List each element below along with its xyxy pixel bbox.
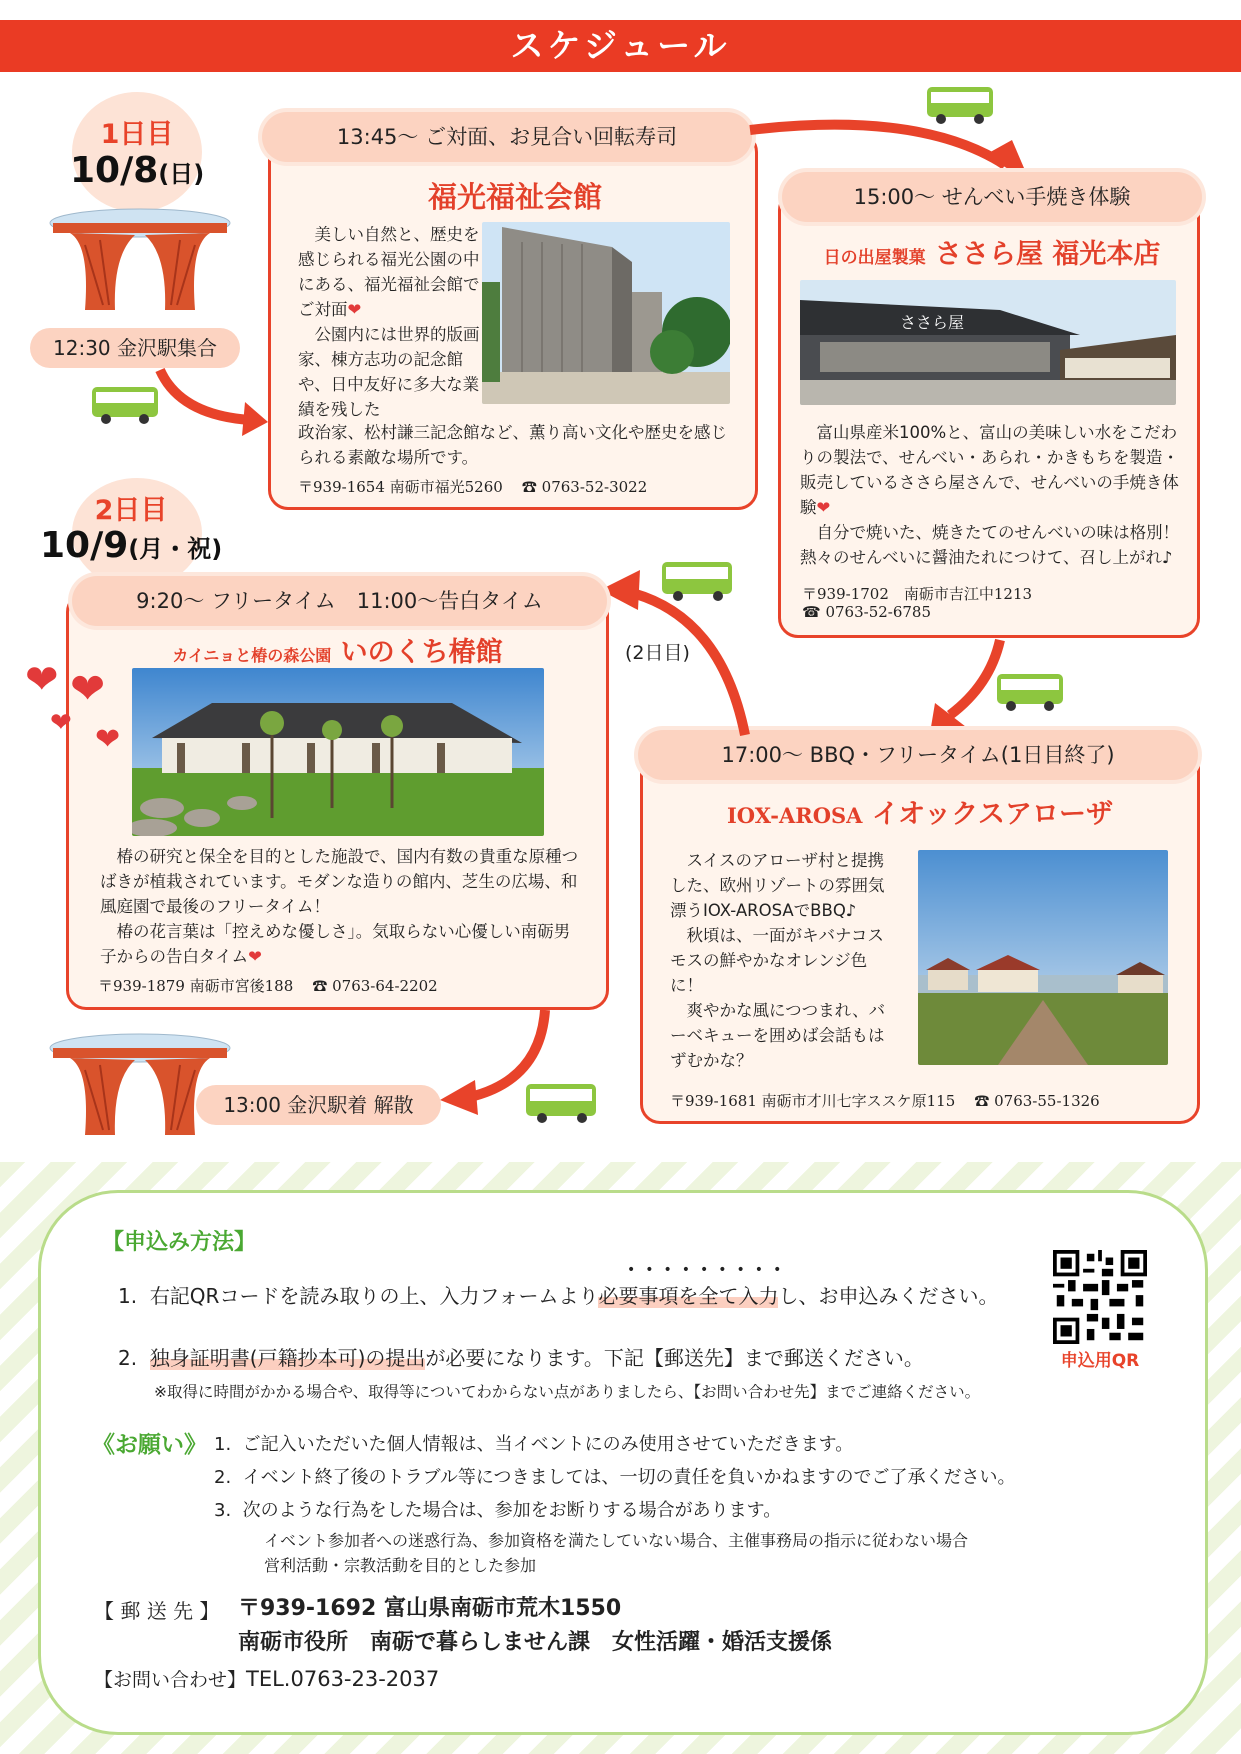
card3-address: 〒939-1681 南砺市才川七字ススケ原115 — [670, 1092, 956, 1110]
heart-icon: ❤ — [70, 664, 106, 713]
welfare-hall-photo — [482, 222, 730, 404]
card1-desc-b: 公園内には世界的版画家、棟方志功の記念館や、日中友好に多大な業績を残した — [298, 325, 480, 419]
request-item: 1. ご記入いただいた個人情報は、当イベントにのみ使用させていただきます。 — [214, 1434, 854, 1455]
card4-place-small: カイニョと椿の森公園 — [172, 646, 332, 665]
card2-desc-b: 自分で焼いた、焼きたてのせんべいの味は格別！熱々のせんべいに醤油たれにつけて、召し上がれ♪ — [800, 523, 1180, 567]
card1-tel: ☎ 0763-52-3022 — [521, 478, 648, 496]
card4-place-name: いのくち椿館 — [340, 637, 503, 668]
card2-desc: 富山県産米100%と、富山の美味しい水をこだわりの製法で、せんべい・あられ・かきもちを製造・販売しているささら屋さんで、せんべいの手焼き体験 — [800, 423, 1179, 517]
bus-icon — [524, 1082, 600, 1128]
qr-label: 申込用QR — [1060, 1351, 1140, 1371]
day2-label: 2日目 — [94, 495, 168, 526]
apply-item-1: 1. 右記QRコードを読み取りの上、入力フォームより必要事項を全て入力し、お申込みください。 — [118, 1284, 999, 1308]
card2-place-small: 日の出屋製菓 — [823, 248, 926, 268]
tsubaki-hall-photo — [132, 668, 544, 836]
card4-place — [66, 630, 609, 669]
heart-icon: ❤ — [95, 722, 121, 757]
card3-tel: ☎ 0763-55-1326 — [974, 1092, 1100, 1110]
card3-desc-a: スイスのアローザ村と提携した、欧州リゾートの雰囲気漂うIOX-AROSAでBBQ♪ — [670, 851, 885, 920]
heart-icon: ❤ — [816, 498, 831, 517]
day1-date: 10/8(日) — [70, 150, 205, 191]
sasaraya-photo — [800, 280, 1176, 405]
day1-meet-label: 12:30 金沢駅集合 — [30, 328, 240, 368]
requests-list — [214, 1428, 1094, 1527]
request-item: 3. 次のような行為をした場合は、参加をお断りする場合があります。 — [214, 1500, 782, 1521]
card2-tel: ☎ 0763-52-6785 — [802, 603, 932, 621]
card3-place-small: IOX-AROSA — [726, 803, 863, 828]
day1-label: 1日目 — [100, 119, 174, 150]
card1-place: 福光福祉会館 — [427, 180, 602, 214]
heart-icon: ❤ — [50, 708, 72, 738]
apply-item-2: 2. 独身証明書(戸籍抄本可)の提出が必要になります。下記【郵送先】まで郵送ください。 — [118, 1346, 924, 1370]
card4-address: 〒939-1879 南砺市宮後188 — [98, 977, 294, 995]
emphasis-dots: ••••••••• — [627, 1262, 792, 1278]
bus-icon — [660, 560, 736, 606]
card1-address: 〒939-1654 南砺市福光5260 — [298, 478, 503, 496]
card3-time: 17:00〜 BBQ・フリータイム(1日目終了) — [638, 730, 1198, 780]
kanazawa-gate-icon — [45, 1030, 235, 1140]
mail-label: 【 郵 送 先 】 — [94, 1599, 220, 1623]
day2-date: 10/9(月・祝) — [40, 525, 223, 566]
bus-icon — [995, 672, 1067, 716]
apply-title: 【申込み方法】 — [102, 1230, 257, 1255]
qr-code-icon[interactable] — [1053, 1250, 1147, 1344]
card3-place-name: イオックスアローザ — [871, 799, 1114, 830]
card1-desc-c: 政治家、松村謙三記念館など、薫り高い文化や歴史を感じられる素敵な場所です。 — [298, 423, 727, 467]
card2-place-name: ささら屋 福光本店 — [935, 239, 1161, 270]
request-sub-2: 営利活動・宗教活動を目的とした参加 — [264, 1556, 537, 1575]
apply-note: ※取得に時間がかかる場合や、取得等についてわからない点がありましたら、【お問い合わせ先】までご連絡ください。 — [154, 1383, 981, 1401]
card4-desc-b: 椿の花言葉は「控えめな優しさ」。気取らない心優しい南砺男子からの告白タイム — [100, 922, 571, 966]
card4-tel: ☎ 0763-64-2202 — [312, 977, 438, 995]
card3-desc-b: 秋頃は、一面がキバナコスモスの鮮やかなオレンジ色に！ — [670, 926, 884, 995]
contact-tel: TEL.0763-23-2037 — [246, 1667, 440, 1691]
mail-department: 南砺市役所 南砺で暮らしません課 女性活躍・婚活支援係 — [238, 1630, 833, 1655]
card1-desc-a: 美しい自然と、歴史を感じられる福光公園の中にある、福光福祉会館でご対面 — [298, 225, 480, 319]
card3-desc-c: 爽やかな風につつまれ、バーベキューを囲めば会話もはずむかな？ — [670, 1001, 886, 1070]
apply-item-1-highlight: 必要事項を全て入力 — [598, 1284, 779, 1308]
heart-icon: ❤ — [347, 300, 362, 319]
card3-place — [640, 792, 1200, 831]
card2-address: 〒939-1702 南砺市吉江中1213 — [802, 585, 1033, 603]
card1-time: 13:45〜 ご対面、お見合い回転寿司 — [262, 112, 752, 162]
kanazawa-gate-icon — [45, 205, 235, 315]
day2-end-label: 13:00 金沢駅着 解散 — [196, 1085, 441, 1125]
card4-time: 9:20〜 フリータイム 11:00〜告白タイム — [72, 576, 607, 626]
heart-icon: ❤ — [248, 947, 262, 966]
contact-label: 【お問い合わせ】 — [94, 1669, 247, 1691]
schedule-header: スケジュール — [0, 20, 1241, 72]
heart-icon: ❤ — [25, 657, 59, 703]
bus-icon — [925, 85, 997, 129]
card2-time: 15:00〜 せんべい手焼き体験 — [782, 172, 1202, 222]
mail-address: 〒939-1692 富山県南砺市荒木1550 — [238, 1596, 622, 1621]
apply-item-2-highlight: 独身証明書(戸籍抄本可)の提出 — [149, 1346, 426, 1370]
requests-title: 《お願い》 — [92, 1432, 207, 1458]
day2-note: (2日目) — [625, 642, 690, 664]
sasaraya-sign: ささら屋 — [900, 313, 965, 332]
request-item: 2. イベント終了後のトラブル等につきましては、一切の責任を負いかねますのでご了承ください。 — [214, 1467, 1016, 1488]
request-sub-1: イベント参加者への迷惑行為、参加資格を満たしていない場合、主催事務局の指示に従わない場合 — [264, 1531, 969, 1550]
route-arrow — [150, 360, 270, 440]
iox-arosa-photo — [918, 850, 1168, 1065]
card2-place — [782, 232, 1202, 271]
card4-desc-a: 椿の研究と保全を目的とした施設で、国内有数の貴重な原種つばきが植栽されています。モダンな造りの館内、芝生の広場、和風庭園で最後のフリータイム！ — [100, 847, 579, 916]
